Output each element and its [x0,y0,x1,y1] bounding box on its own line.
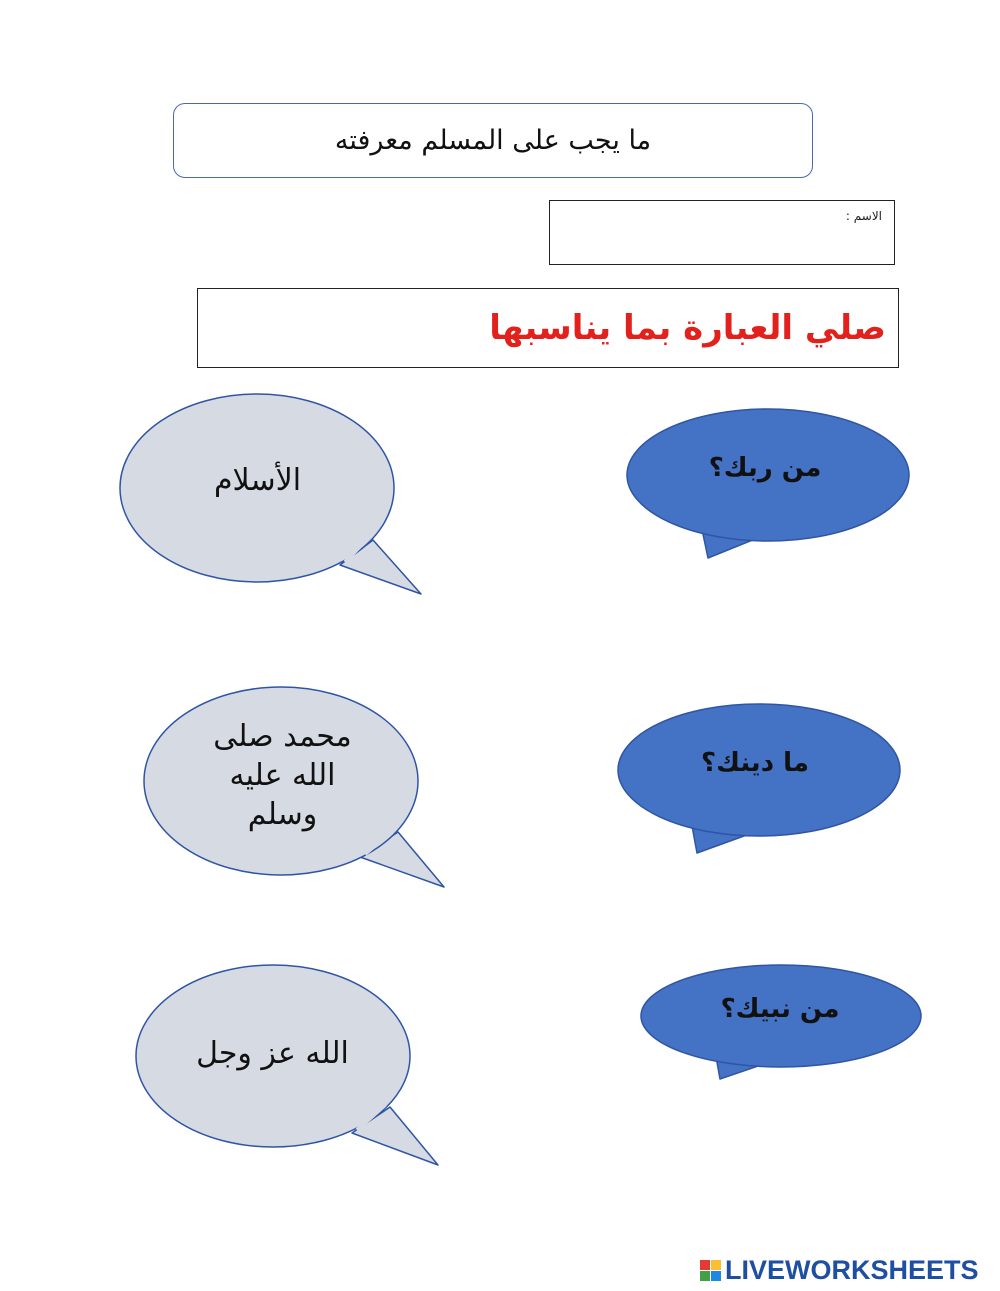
question-text-1: من ربك؟ [708,453,822,483]
liveworksheets-logo-icon [700,1260,721,1281]
liveworksheets-branding [700,1255,979,1285]
answer-text-2: محمد صلى الله عليه وسلم [213,718,352,832]
answer-text-3: الله عز وجل [196,1035,349,1071]
name-label: الاسم : [845,209,882,223]
worksheet-title: ما يجب على المسلم معرفته [173,103,813,178]
brand-text: LIVEWORKSHEETS [725,1254,979,1285]
question-text-3: من نبيك؟ [720,994,840,1024]
question-text-2: ما دينك؟ [701,748,809,778]
answer-text-1: الأسلام [213,462,302,498]
instruction-text: صلي العبارة بما يناسبها [489,308,886,348]
